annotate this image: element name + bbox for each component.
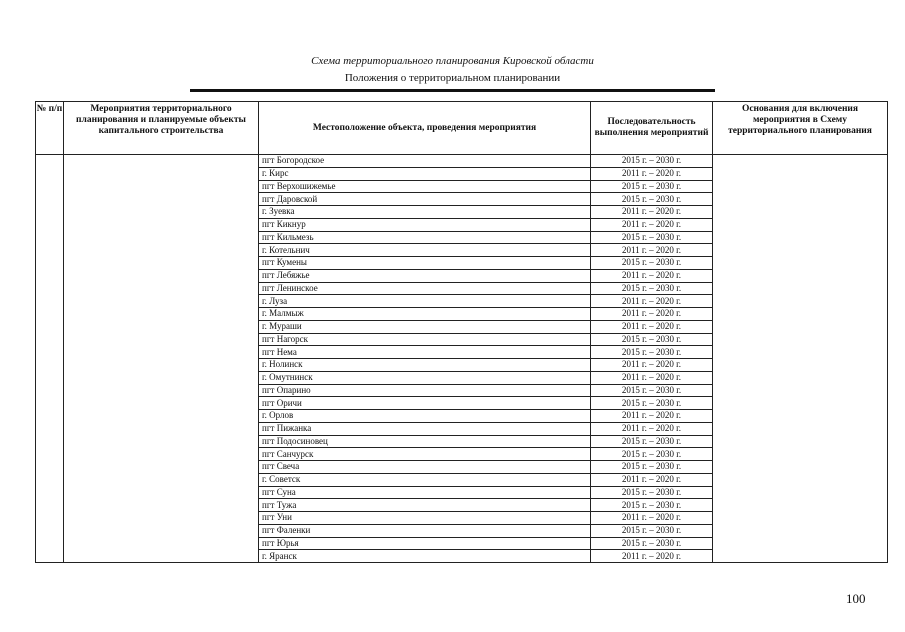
- period-cell: 2015 г. – 2030 г.: [591, 282, 713, 295]
- period-cell: 2015 г. – 2030 г.: [591, 461, 713, 474]
- location-cell: пгт Верхошижемье: [259, 180, 591, 193]
- column-header-sequence: Последовательность выполнения мероприятий: [591, 102, 713, 155]
- period-cell: 2015 г. – 2030 г.: [591, 435, 713, 448]
- location-cell: пгт Даровской: [259, 193, 591, 206]
- location-cell: г. Нолинск: [259, 359, 591, 372]
- document-title: Схема территориального планирования Кировской области: [311, 55, 594, 67]
- location-cell: пгт Кикнур: [259, 218, 591, 231]
- period-cell: 2015 г. – 2030 г.: [591, 257, 713, 270]
- period-cell: 2011 г. – 2020 г.: [591, 206, 713, 219]
- period-cell: 2011 г. – 2020 г.: [591, 218, 713, 231]
- period-cell: 2015 г. – 2030 г.: [591, 333, 713, 346]
- location-cell: пгт Кумены: [259, 257, 591, 270]
- period-cell: 2015 г. – 2030 г.: [591, 486, 713, 499]
- location-cell: г. Яранск: [259, 550, 591, 563]
- basis-cell: [713, 155, 888, 563]
- location-cell: пгт Санчурск: [259, 448, 591, 461]
- period-cell: 2011 г. – 2020 г.: [591, 359, 713, 372]
- period-cell: 2015 г. – 2030 г.: [591, 193, 713, 206]
- location-cell: г. Кирс: [259, 167, 591, 180]
- period-cell: 2011 г. – 2020 г.: [591, 308, 713, 321]
- location-cell: пгт Ленинское: [259, 282, 591, 295]
- location-cell: пгт Уни: [259, 512, 591, 525]
- period-cell: 2015 г. – 2030 г.: [591, 499, 713, 512]
- location-cell: пгт Пижанка: [259, 422, 591, 435]
- period-cell: 2015 г. – 2030 г.: [591, 346, 713, 359]
- location-cell: г. Малмыж: [259, 308, 591, 321]
- period-cell: 2015 г. – 2030 г.: [591, 448, 713, 461]
- location-cell: г. Луза: [259, 295, 591, 308]
- location-cell: пгт Лебяжье: [259, 269, 591, 282]
- period-cell: 2011 г. – 2020 г.: [591, 244, 713, 257]
- period-cell: 2011 г. – 2020 г.: [591, 371, 713, 384]
- location-cell: пгт Свеча: [259, 461, 591, 474]
- document-subtitle: Положения о территориальном планировании: [344, 72, 561, 84]
- location-cell: г. Орлов: [259, 410, 591, 423]
- column-header-location: Местоположение объекта, проведения мероприятия: [259, 102, 591, 155]
- table-body: [36, 155, 888, 563]
- period-cell: 2015 г. – 2030 г.: [591, 180, 713, 193]
- location-cell: пгт Нема: [259, 346, 591, 359]
- location-cell: г. Зуевка: [259, 206, 591, 219]
- location-cell: г. Мураши: [259, 320, 591, 333]
- period-cell: 2011 г. – 2020 г.: [591, 320, 713, 333]
- period-cell: 2011 г. – 2020 г.: [591, 512, 713, 525]
- location-cell: г. Советск: [259, 473, 591, 486]
- column-header-basis: Основания для включения мероприятия в Схему территориального планирования: [713, 102, 888, 155]
- number-cell: [36, 155, 64, 563]
- location-cell: пгт Юрья: [259, 537, 591, 550]
- location-cell: г. Котельнич: [259, 244, 591, 257]
- location-cell: пгт Тужа: [259, 499, 591, 512]
- page-number: 100: [846, 591, 866, 606]
- measures-table: [35, 101, 888, 563]
- location-cell: пгт Кильмезь: [259, 231, 591, 244]
- location-cell: пгт Подосиновец: [259, 435, 591, 448]
- period-cell: 2015 г. – 2030 г.: [591, 231, 713, 244]
- location-cell: пгт Богородское: [259, 155, 591, 168]
- period-cell: 2011 г. – 2020 г.: [591, 269, 713, 282]
- measures-cell: [64, 155, 259, 563]
- location-cell: г. Омутнинск: [259, 371, 591, 384]
- table-row: [36, 155, 888, 168]
- column-header-measures: Мероприятия территориального планирования и планируемые объекты капитального строительства: [64, 102, 259, 155]
- period-cell: 2015 г. – 2030 г.: [591, 524, 713, 537]
- location-cell: пгт Суна: [259, 486, 591, 499]
- location-cell: пгт Опарино: [259, 384, 591, 397]
- period-cell: 2015 г. – 2030 г.: [591, 397, 713, 410]
- period-cell: 2015 г. – 2030 г.: [591, 155, 713, 168]
- period-cell: 2011 г. – 2020 г.: [591, 410, 713, 423]
- location-cell: пгт Нагорск: [259, 333, 591, 346]
- table-header-row: [36, 102, 888, 155]
- period-cell: 2015 г. – 2030 г.: [591, 384, 713, 397]
- period-cell: 2015 г. – 2030 г.: [591, 537, 713, 550]
- header-divider: [190, 89, 715, 92]
- period-cell: 2011 г. – 2020 г.: [591, 295, 713, 308]
- location-cell: пгт Фаленки: [259, 524, 591, 537]
- period-cell: 2011 г. – 2020 г.: [591, 167, 713, 180]
- column-header-number: № п/п: [36, 102, 64, 155]
- period-cell: 2011 г. – 2020 г.: [591, 550, 713, 563]
- location-cell: пгт Оричи: [259, 397, 591, 410]
- period-cell: 2011 г. – 2020 г.: [591, 422, 713, 435]
- period-cell: 2011 г. – 2020 г.: [591, 473, 713, 486]
